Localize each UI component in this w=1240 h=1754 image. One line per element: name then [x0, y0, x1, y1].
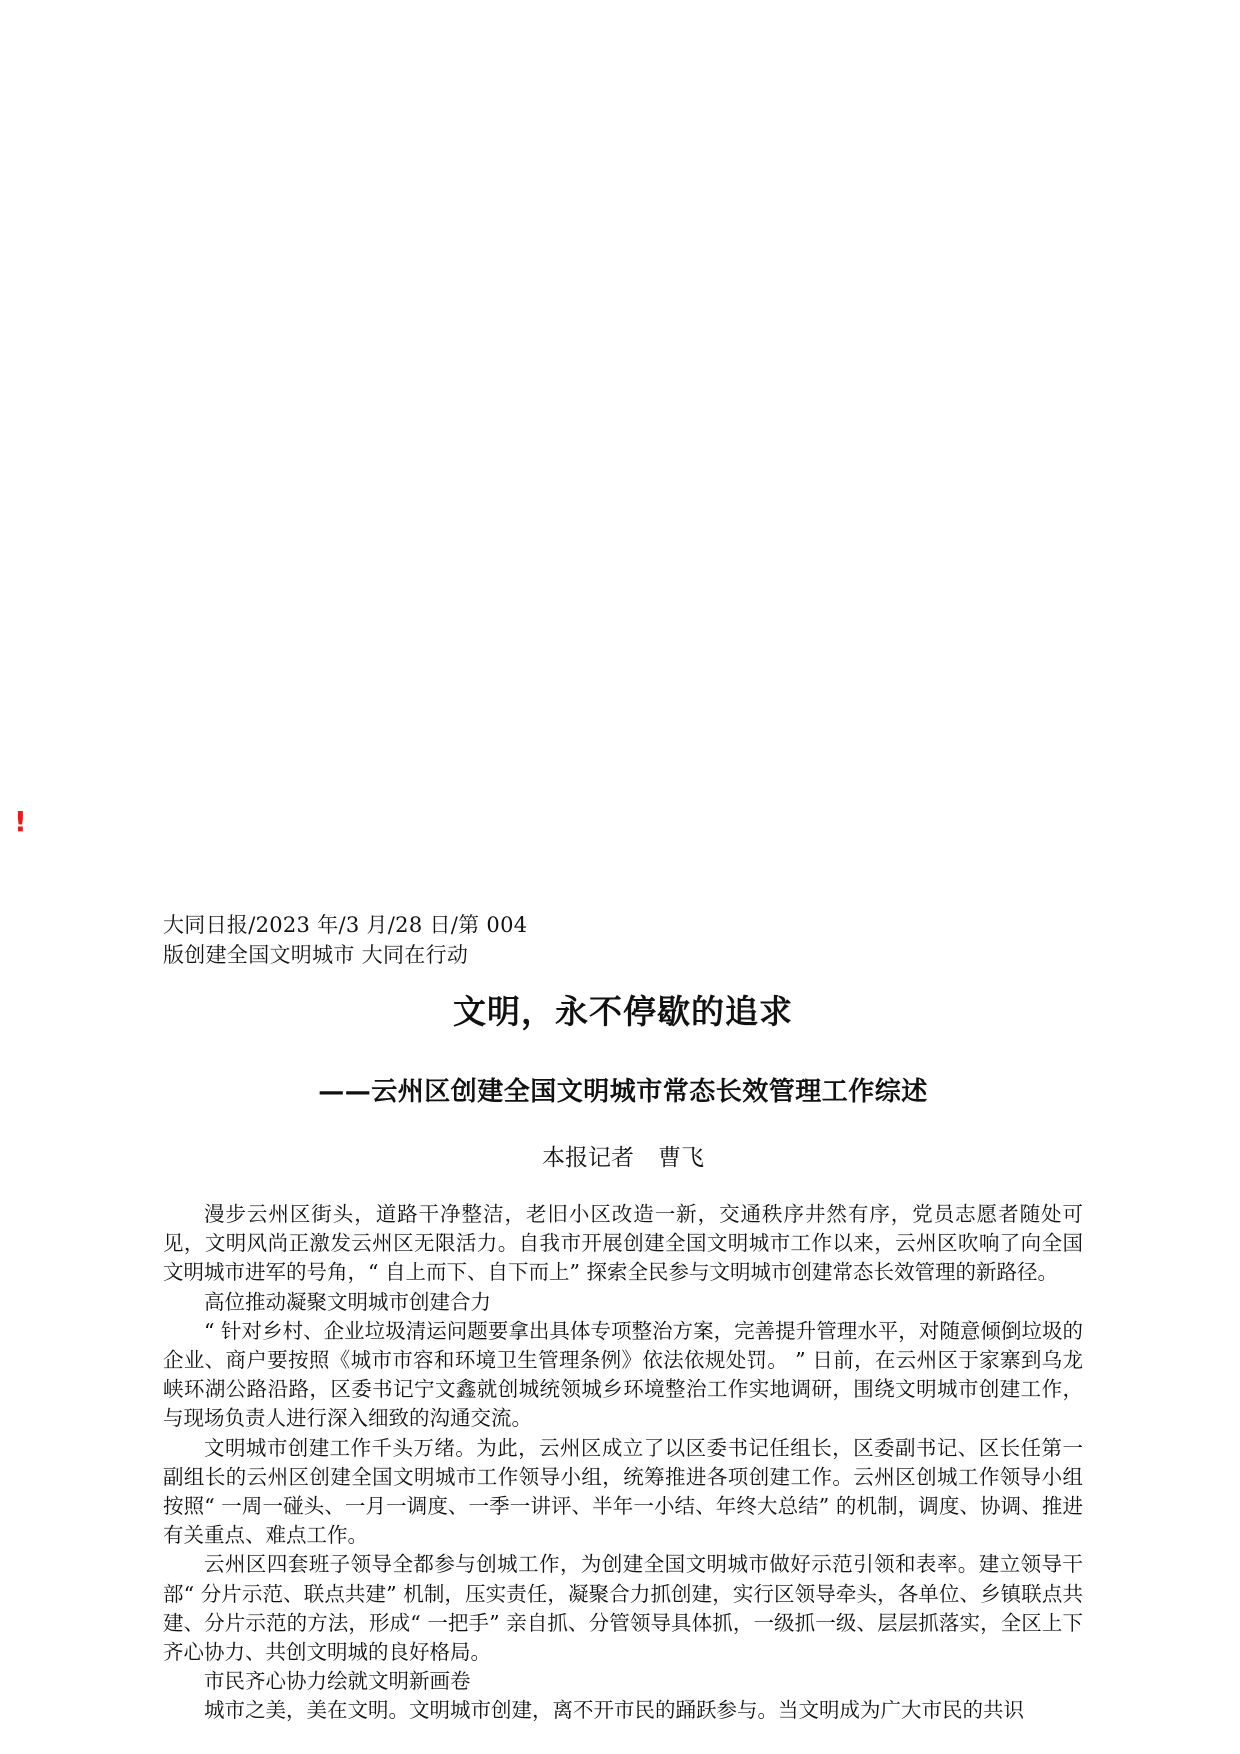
article-title: 文明，永不停歇的追求	[453, 992, 793, 1031]
source-line-1: 大同日报/2023 年/3 月/28 日/第 004	[163, 913, 528, 937]
paragraph: “ 针对乡村、企业垃圾清运问题要拿出具体专项整治方案，完善提升管理水平，对随意倾倒垃圾的企业、商户要按照《城市市容和环境卫生管理条例》依法依规处罚。 ” 日前，在云州区于家寨到乌龙峡环湖公路沿路，区委书记宁文鑫就创城统领城乡环境整治工作实地调研，围绕文明城市创建工作，与现场负责人进行深入细致的沟通交流。	[163, 1318, 1083, 1431]
byline-author: 曹飞	[658, 1145, 704, 1171]
article-body	[163, 1200, 1083, 1726]
byline-label: 本报记者	[542, 1145, 634, 1171]
article-subtitle: ——云州区创建全国文明城市常态长效管理工作综述	[318, 1077, 928, 1107]
paragraph: 云州区四套班子领导全都参与创城工作，为创建全国文明城市做好示范引领和表率。建立领导干部“ 分片示范、联点共建” 机制，压实责任，凝聚合力抓创建，实行区领导牵头，各单位、乡镇联点共建、分片示范的方法，形成“ 一把手” 亲自抓、分管领导具体抓，一级抓一级、层层抓落实，全区上下齐心协力、共创文明城的良好格局。	[163, 1552, 1083, 1665]
section-heading: 市民齐心协力绘就文明新画卷	[204, 1669, 471, 1694]
paragraph: 文明城市创建工作千头万绪。为此，云州区成立了以区委书记任组长，区委副书记、区长任第一副组长的云州区创建全国文明城市工作领导小组，统筹推进各项创建工作。云州区创城工作领导小组按照“ 一周一碰头、一月一调度、一季一讲评、半年一小结、年终大总结” 的机制，调度、协调、推进有关重点、难点工作。	[163, 1435, 1083, 1548]
section-heading: 高位推动凝聚文明城市创建合力	[204, 1289, 491, 1314]
warning-mark: !	[14, 805, 27, 838]
source-line	[163, 910, 1113, 970]
source-line-2: 版创建全国文明城市 大同在行动	[163, 943, 469, 967]
byline	[163, 1140, 1083, 1176]
paragraph: 漫步云州区街头，道路干净整洁，老旧小区改造一新，交通秩序井然有序，党员志愿者随处可见，文明风尚正激发云州区无限活力。自我市开展创建全国文明城市工作以来，云州区吹响了向全国文明城市进军的号角，“ 自上而下、自下而上” 探索全民参与文明城市创建常态长效管理的新路径。	[163, 1202, 1083, 1285]
paragraph: 城市之美，美在文明。文明城市创建，离不开市民的踊跃参与。当文明成为广大市民的共识	[204, 1698, 1024, 1723]
